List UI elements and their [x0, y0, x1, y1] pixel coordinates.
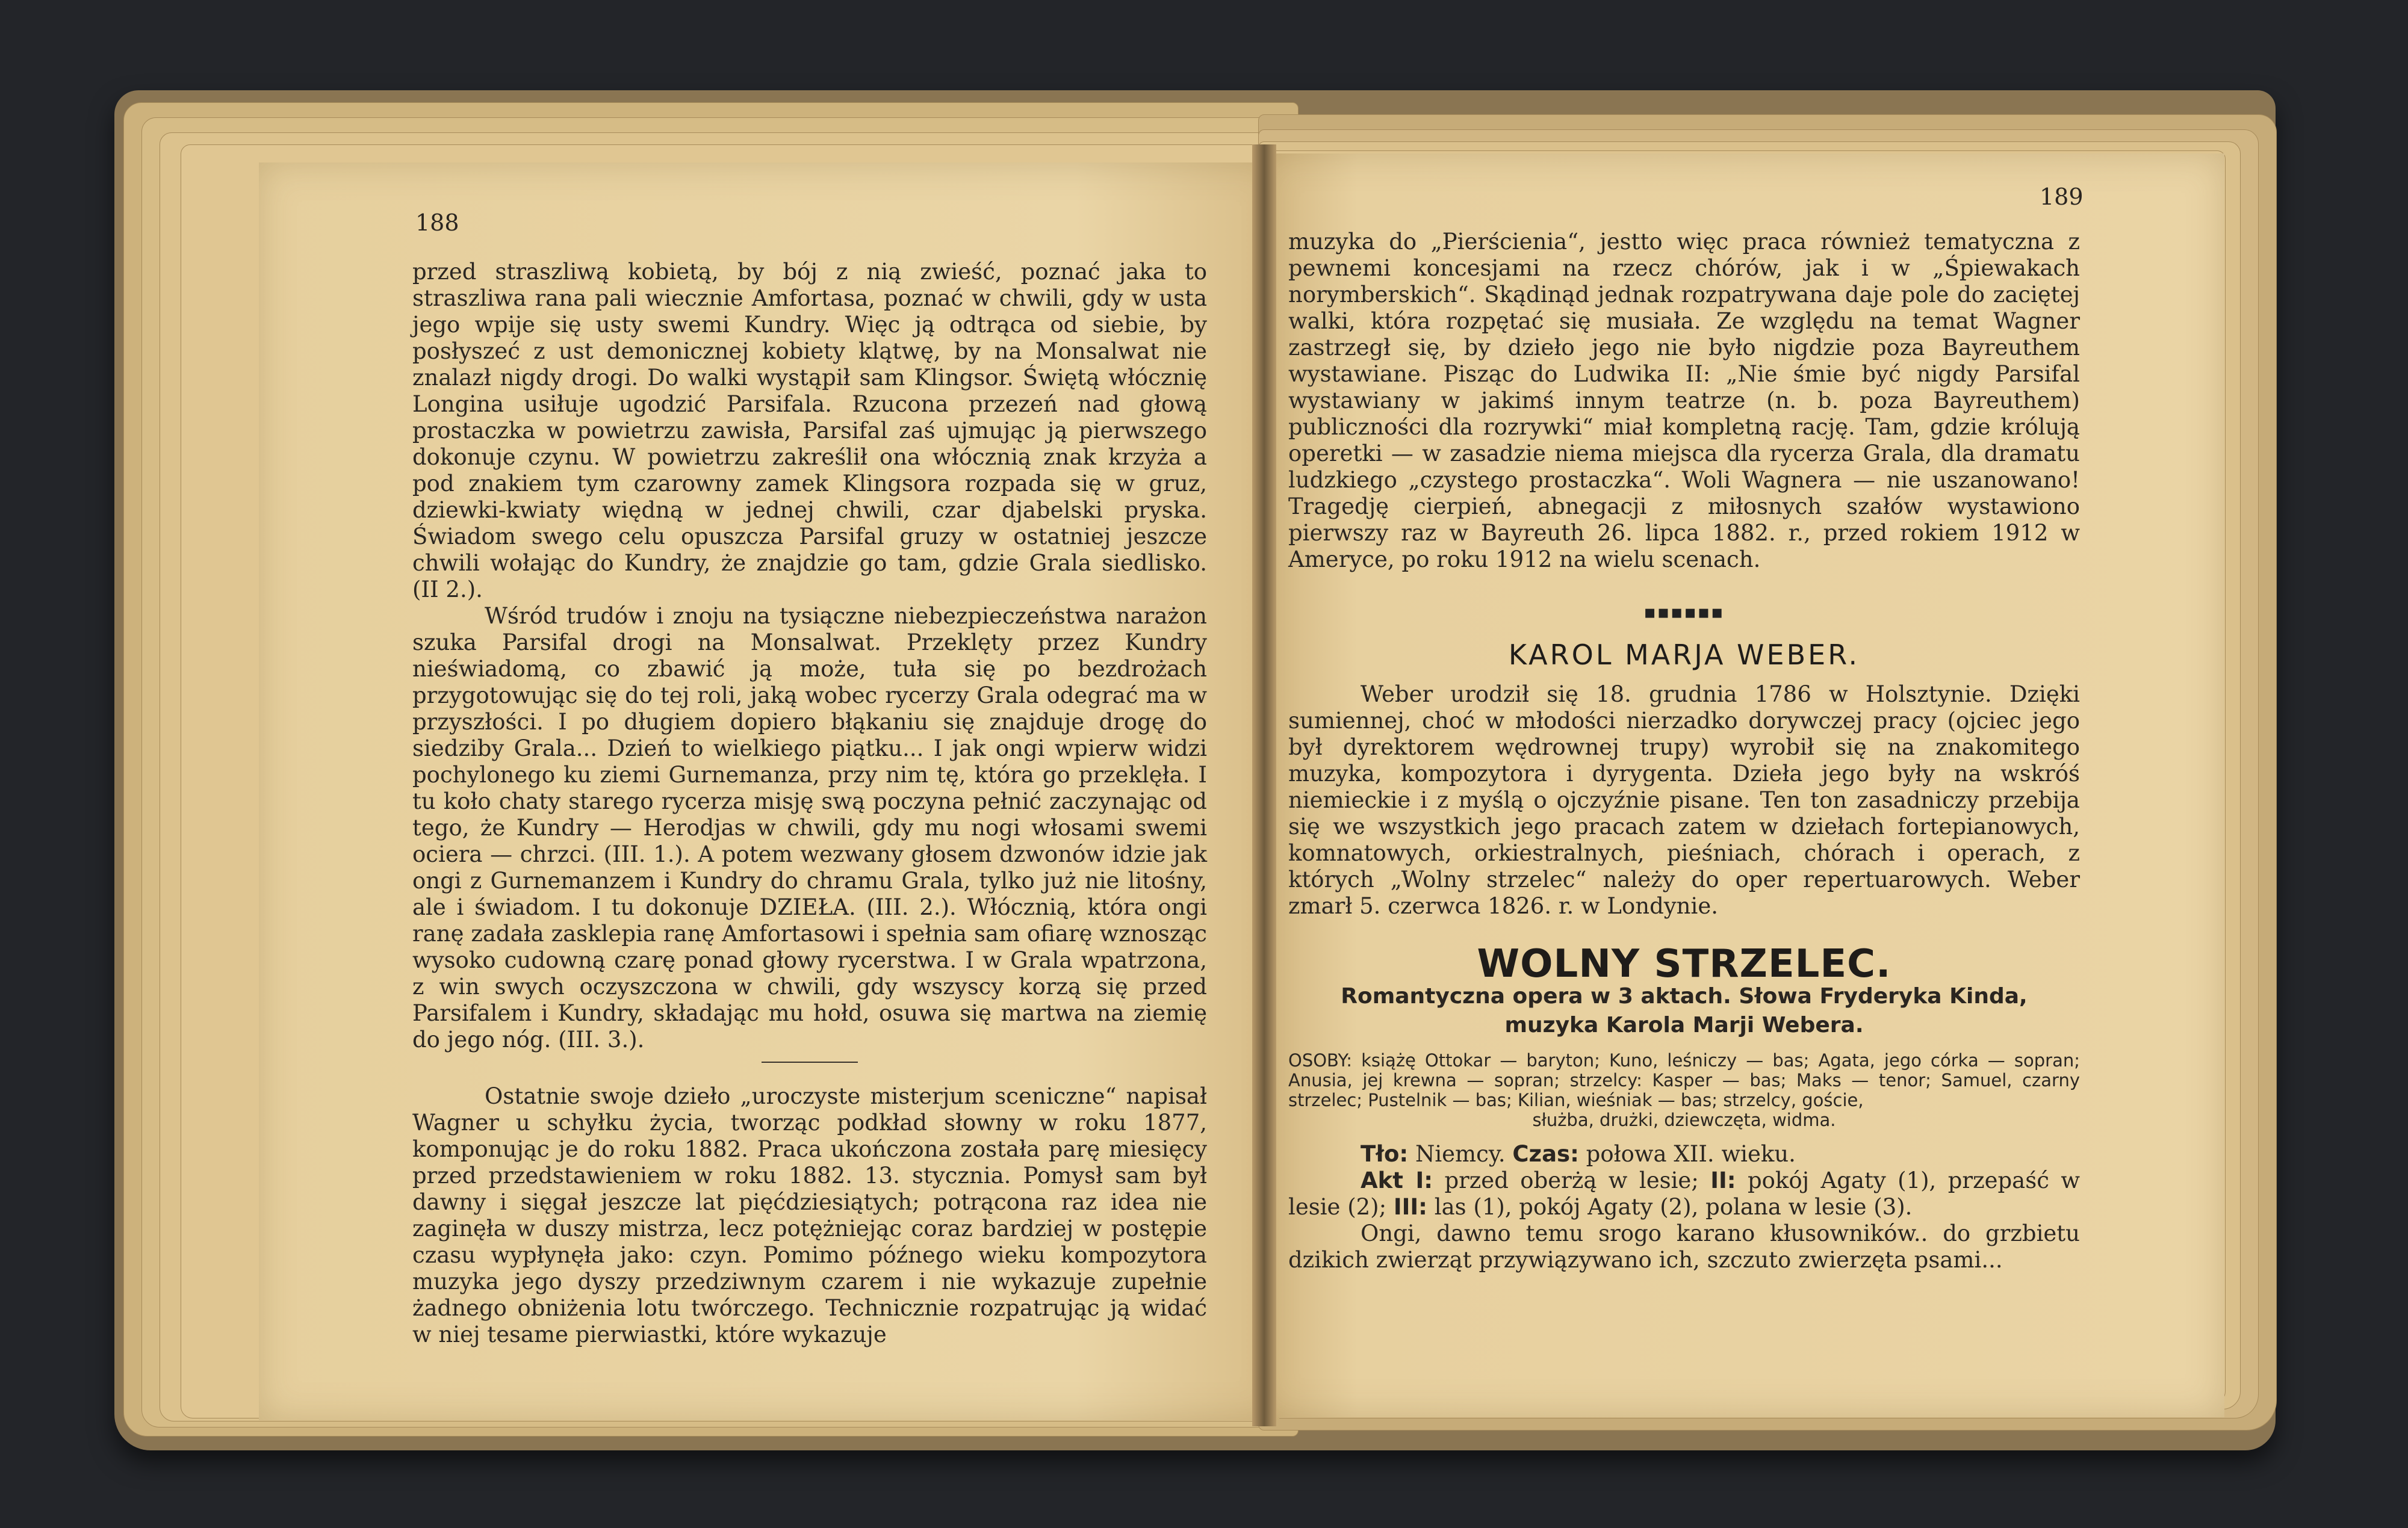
opera-title: WOLNY STRZELEC. [1477, 942, 1891, 986]
acts-line [1288, 1168, 2080, 1220]
act3-label: III: [1393, 1194, 1427, 1220]
story-paragraph: Ongi, dawno temu srogo karano kłusowników.. do grzbietu dzikich zwierząt przywiązywano ich, szczuto zwierzęta psami... [1288, 1220, 2080, 1273]
act2-value: pokój Agaty (1), przepaść w lesie (2); [1288, 1168, 2081, 1220]
composer-biography: Weber urodził się 18. grudnia 1786 w Holsztynie. Dzięki sumiennej, choć w młodości nierzadko dorywczej pracy (ojciec jego był dyrektorem wędrownej trupy) wyrobił się na znakomitego muzyka, kompozytora i dyrygenta. Dzieła jego były na wskróś niemieckie i z myślą o ojczyźnie pisane. Ten ton zasadniczy przebija się we wszystkich jego pracach zatem w dziełach fortepianowych, komnatowych, orkiestralnych, pieśniach, chórach i operach, z których „Wolny strzelec“ należy do oper repertuarowych. Weber zmarł 5. czerwca 1826. r. w Londynie. [1288, 681, 2080, 919]
left-page-text [412, 259, 1207, 1348]
paragraph: Wśród trudów i znoju na tysiączne niebezpieczeństwa narażon szuka Parsifal drogi na Monsalwat. Przeklęty przez Kundry nieświadomą, co zbawić ją może, tuła się po bezdrożach przygotowując się do tej roli, jaką wobec rycerzy Grala odegrać ma w przyszłości. I po długiem dopiero błąkaniu się znajduje drogę do siedziby Grala... Dzień to wielkiego piątku... I jak ongi wpierw widzi pochylonego ku ziemi Gurnemanza, przy nim tę, która go przeklęła. I tu koło chaty starego rycerza misję swą poczyna pełnić zaczynając od tego, że Kundry — Herodjas w chwili, gdy mu nogi włosami swemi ociera — chrzci. (III. 1.). A potem wezwany głosem dzwonów idzie jak ongi z Gurnemanzem i Kundry do chramu Grala, tylko już nie litośny, ale i świadom. I tu dokonuje DZIEŁA. (III. 2.). Włócznią, która ongi ranę zadała zasklepia ranę Amfortasowi i spełnia sam ofiarę wznosząc wysoko cudowną czarę ponad głowy rycerstwa. I w Grala wpatrzona, z win swych oczyszczona w chwili, gdy wszyscy korzą się przed Parsifalem i Kundry, składając mu hołd, osuwa się martwa na ziemię do jego nóg. (III. 3.). [412, 603, 1207, 1053]
act2-label: II: [1710, 1168, 1736, 1193]
right-page-text [1288, 229, 2080, 1273]
composer-heading: KAROL MARJA WEBER. [1508, 639, 1860, 671]
page-number-left: 188 [415, 209, 459, 236]
paragraph: muzyka do „Pierścienia“, jestto więc praca również tematyczna z pewnemi koncesjami na rzecz chórów, jak i w „Śpiewakach norymberskich“. Skądinąd jednak rozpatrywana daje pole do zaciętej walki, która rozpętać się musiała. Ze względu na temat Wagner zastrzegł się, by dzieło jego nie było nigdzie poza Bayreuthem wystawiane. Pisząc do Ludwika II: „Nie śmie być nigdy Parsifal wystawiany w jakimś innym teatrze (n. b. poza Bayreuthem) publiczności dla rozrywki“ miał kompletną rację. Tam, gdzie królują operetki — w zasadzie niema miejsca dla rycerza Grala, dla dramatu ludzkiego „czystego prostaczka“. Woli Wagnera — nie uszanowano! Tragedję cierpień, abnegacji z miłosnych szałów wystawiono pierwszy raz w Bayreuth 26. lipca 1882. r., przed rokiem 1912 w Ameryce, po roku 1912 na wielu scenach. [1288, 229, 2080, 572]
act1-value: przed oberżą w lesie; [1444, 1168, 1699, 1193]
ornament-divider: ▪▪▪▪▪▪ [1643, 602, 1725, 623]
opera-subtitle: Romantyczna opera w 3 aktach. Słowa Fryderyka Kinda, muzyka Karola Marji Webera. [1341, 984, 2028, 1038]
time-label: Czas: [1512, 1141, 1579, 1167]
time-value: połowa XII. wieku. [1586, 1141, 1796, 1167]
page-number-right: 189 [2040, 184, 2084, 210]
act3-value: las (1), pokój Agaty (2), polana w lesie (3). [1434, 1194, 1913, 1220]
setting-value: Niemcy. [1415, 1141, 1506, 1167]
section-divider [762, 1062, 858, 1063]
act1-label: Akt I: [1361, 1168, 1433, 1193]
paragraph: Ostatnie swoje dzieło „uroczyste misterjum sceniczne“ napisał Wagner u schyłku życia, tworząc podkład słowny w roku 1877, komponując je do roku 1882. Praca ukończona została parę miesięcy przed przedstawieniem w roku 1882. 13. stycznia. Pomysł sam był dawny i sięgał jeszcze lat pięćdziesiątych; potrącona raz idea nie zaginęła w duszy mistrza, lecz potężniejąc coraz bardziej w postępie czasu wypłynęła jako: czyn. Pomimo późnego wieku kompozytora muzyka jego dyszy przedziwnym czarem i nie wykazuje zupełnie żadnego obniżenia lotu twórczego. Technicznie rozpatrując ją widać w niej tesame pierwiastki, które wykazuje [412, 1083, 1207, 1347]
book-gutter [1252, 144, 1276, 1426]
setting-label: Tło: [1361, 1141, 1409, 1167]
cast-list-text: służba, drużki, dziewczęta, widma. [1532, 1110, 1836, 1130]
paragraph: przed straszliwą kobietą, by bój z nią zwieść, poznać jaka to straszliwa rana pali wiecznie Amfortasa, poznać w chwili, gdy w usta jego wpije się usty swemi Kundry. Więc ją odtrąca od siebie, by posłyszeć z ust demonicznej kobiety klątwę, by na Monsalwat nie znalazł nigdy drogi. Do walki wystąpił sam Klingsor. Świętą włócznię Longina usiłuje ugodzić Parsifala. Rzucona przezeń nad głową prostaczka w powietrzu zawisła, Parsifal zaś ujmując ją pierwszego dokonuje czynu. W powietrzu zakreślił ona włócznią znak krzyża a pod znakiem tym czarowny zamek Klingsora rozpada się w gruz, dziewki-kwiaty więdną w jednej chwili, czar djabelski pryska. Świadom swego celu opuszcza Parsifal gruzy w ostatniej jeszcze chwili wołając do Kundry, że znajdzie go tam, gdzie Grala siedlisko. (II 2.). [412, 259, 1207, 602]
setting-line [1288, 1141, 2080, 1168]
cast-list-text: OSOBY: książę Ottokar — baryton; Kuno, leśniczy — bas; Agata, jego córka — sopran; Anusia, jej krewna — sopran; strzelcy: Kasper — bas; Maks — tenor; Samuel, czarny strzelec; Pustelnik — bas; Kilian, wieśniak — bas; strzelcy, goście, [1288, 1050, 2080, 1110]
cast-list [1288, 1051, 2080, 1130]
